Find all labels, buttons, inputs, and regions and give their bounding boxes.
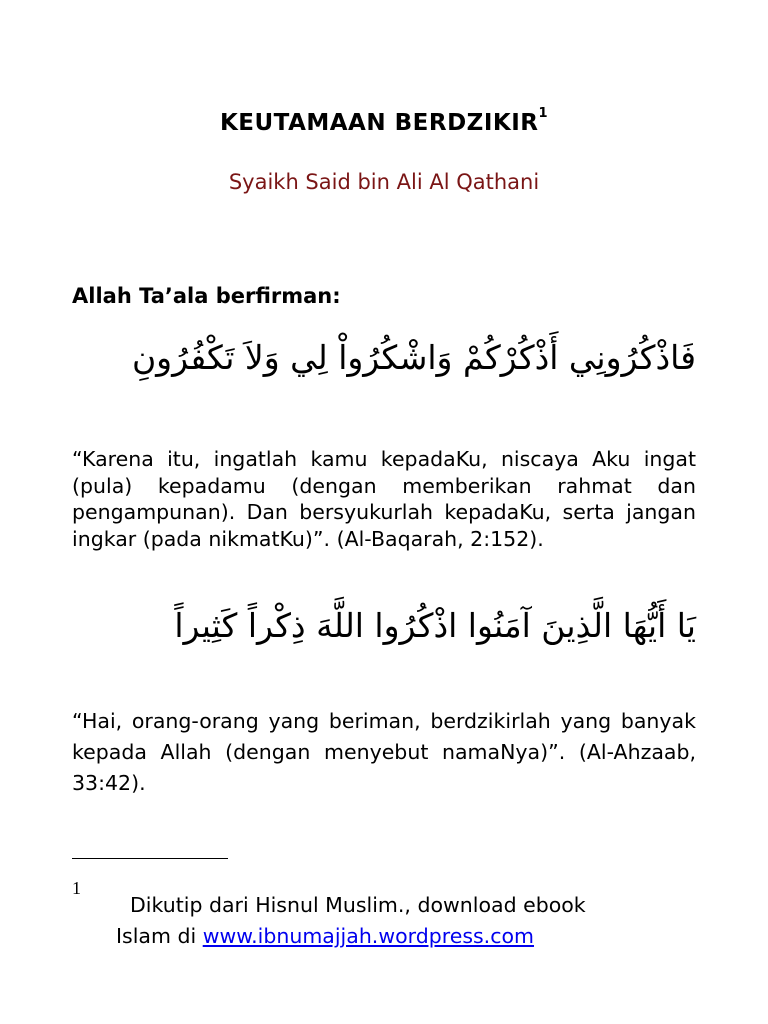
document-title (0, 106, 768, 136)
title-text: KEUTAMAAN BERDZIKIR (219, 110, 539, 136)
arabic-verse-1: فَاذْكُرُونِي أَذْكُرْكُمْ وَاشْكُرُواْ لِي وَلاَ تَكْفُرُونِ (131, 338, 696, 377)
title-footnote-mark[interactable]: 1 (538, 106, 549, 122)
arabic-verse-2: يَا أَيُّهَا الَّذِينَ آمَنُوا اذْكُرُوا اللَّهَ ذِكْراً كَثِيراً (174, 606, 696, 645)
footnote-text-line-1: Dikutip dari Hisnul Muslim., download ebook (130, 893, 586, 917)
document-author: Syaikh Said bin Ali Al Qathani (228, 170, 540, 194)
footnote-separator (72, 858, 228, 859)
section-heading: Allah Ta’ala berfirman: (72, 284, 341, 308)
translation-paragraph-1: “Karena itu, ingatlah kamu kepadaKu, niscaya Aku ingat (pula) kepadamu (dengan memberikan rahmat dan pengampunan). Dan bersyukurlah kepadaKu, serta jangan ingkar (pada nikmatKu)”. (Al-Baqarah, 2:152). (72, 447, 696, 551)
translation-paragraph-2: “Hai, orang-orang yang beriman, berdzikirlah yang banyak kepada Allah (dengan menyebut namaNya)”. (Al-Ahzaab, 33:42). (72, 709, 696, 795)
footnote-text-line-2 (116, 924, 534, 948)
footnote-link[interactable]: www.ibnumajjah.wordpress.com (202, 924, 534, 948)
footnote-number: 1 (72, 878, 81, 898)
footnote-text-prefix: Islam di (116, 924, 203, 948)
